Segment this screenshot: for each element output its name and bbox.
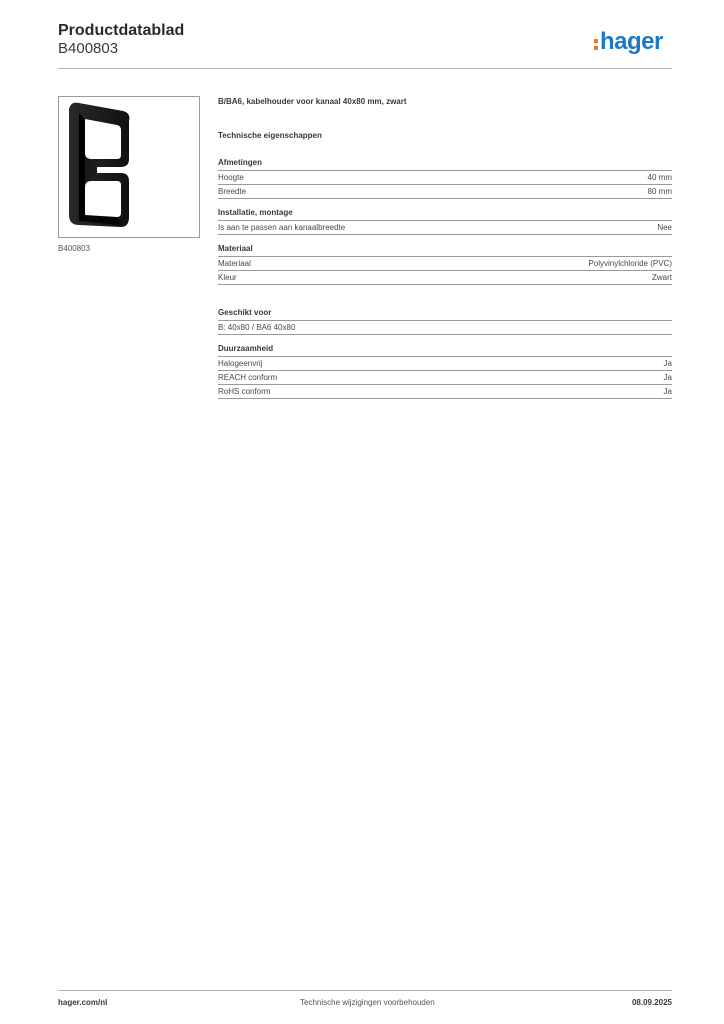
cable-holder-icon: [59, 97, 199, 237]
group-title: Duurzaamheid: [218, 344, 672, 357]
spec-row: [218, 385, 672, 399]
spec-value: Ja: [663, 387, 672, 396]
spec-label: REACH conform: [218, 373, 278, 382]
spec-row: [218, 357, 672, 371]
document-title: Productdatablad: [58, 22, 185, 39]
spec-content: [218, 96, 672, 408]
group-dimensions: [218, 158, 672, 199]
spec-label: Materiaal: [218, 259, 251, 268]
spec-value: Polyvinylchloride (PVC): [588, 259, 672, 268]
logo-text: hager: [600, 28, 663, 55]
spec-label: Breedte: [218, 187, 247, 196]
product-image: [58, 96, 200, 238]
group-title: Afmetingen: [218, 158, 672, 171]
product-description: B/BA6, kabelhouder voor kanaal 40x80 mm, zwart: [218, 97, 407, 106]
footer-divider: [58, 990, 672, 991]
spec-value: Ja: [663, 359, 672, 368]
spec-value: 40 mm: [647, 173, 672, 182]
image-caption: B400803: [58, 244, 91, 253]
spec-value: 80 mm: [647, 187, 672, 196]
logo-dots: [594, 39, 598, 50]
spec-value: Nee: [657, 223, 672, 232]
spec-row: [218, 257, 672, 271]
spec-row: [218, 371, 672, 385]
footer-website-link[interactable]: hager.com/nl: [58, 998, 108, 1007]
spec-label: Is aan te passen aan kanaalbreedte: [218, 223, 346, 232]
header-divider: [58, 68, 672, 69]
footer-date: 08.09.2025: [631, 998, 672, 1007]
group-suitable-for: [218, 308, 672, 335]
footer-notice: Technische wijzigingen voorbehouden: [300, 998, 435, 1007]
spec-label: Halogeenvrij: [218, 359, 263, 368]
spec-value: Ja: [663, 373, 672, 382]
spec-label: RoHS conform: [218, 387, 271, 396]
spec-row: [218, 185, 672, 199]
group-title: Materiaal: [218, 244, 672, 257]
group-title: Geschikt voor: [218, 308, 672, 321]
spec-row: [218, 171, 672, 185]
tech-properties-title: Technische eigenschappen: [218, 131, 322, 140]
spec-row: [218, 221, 672, 235]
group-title: Installatie, montage: [218, 208, 672, 221]
product-code: B400803: [58, 40, 119, 57]
spec-value: Zwart: [652, 273, 672, 282]
group-material: [218, 244, 672, 285]
spec-label: Kleur: [218, 273, 237, 282]
spec-row: [218, 321, 672, 335]
spec-row: [218, 271, 672, 285]
group-installation: [218, 208, 672, 235]
group-sustainability: [218, 344, 672, 399]
hager-logo: [594, 28, 663, 56]
spec-label: B: 40x80 / BA6 40x80: [218, 323, 296, 332]
spec-label: Hoogte: [218, 173, 244, 182]
